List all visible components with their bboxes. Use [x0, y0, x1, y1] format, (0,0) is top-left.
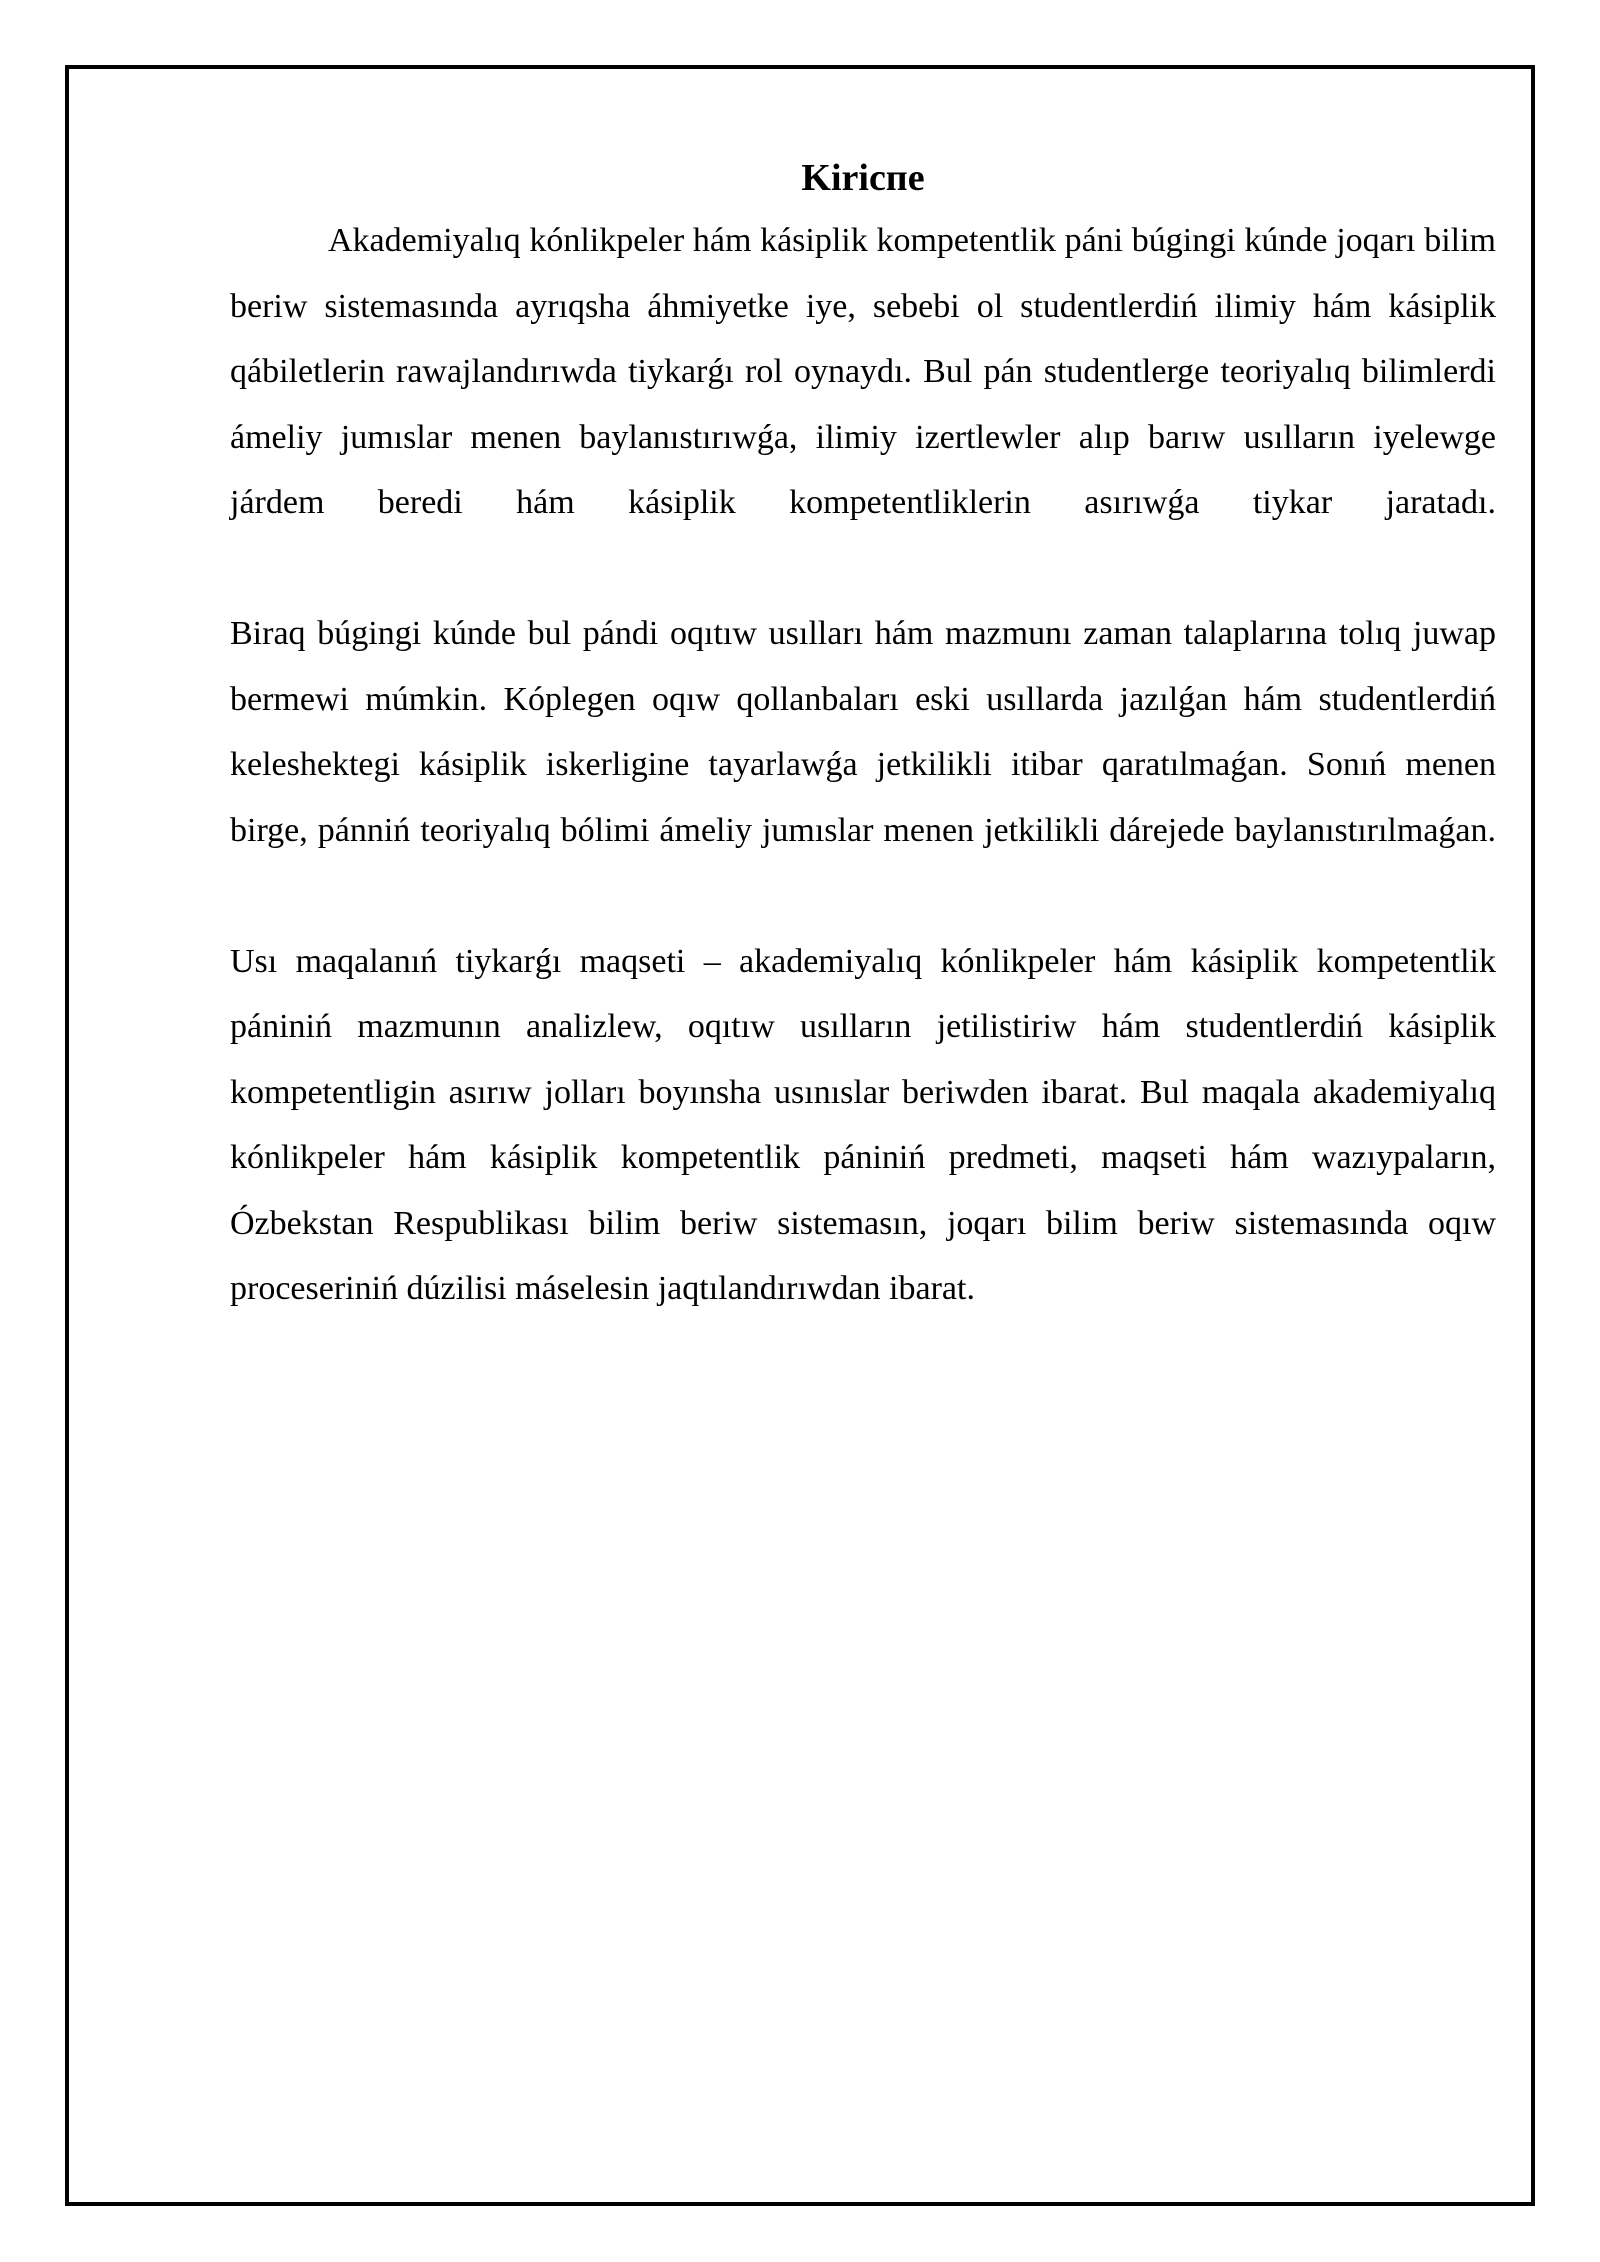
document-title: Kiriспe [801, 157, 925, 199]
paragraph-spacer [230, 863, 1496, 929]
paragraph-spacer [230, 536, 1496, 602]
paragraph-article-aim: Usı maqalanıń tiykarǵı maqseti – akademiyalıq kónlikpeler hám kásiplik kompetentlik pániniń mazmunın analizlew, oqıtıw usılların jetilistiriw hám studentlerdiń kásiplik kompetentligin asırıw jolları boyınsha usınıslar beriwden ibarat. Bul maqala akademiyalıq kónlikpeler hám kásiplik kompetentlik pániniń predmeti, maqseti hám wazıypaların, Ózbekstan Respublikası bilim beriw sistemasın, joqarı bilim beriw sistemasında oqıw proceseriniń dúzilisi máselesin jaqtılandırıwdan ibarat. [230, 942, 1496, 1307]
paragraph-introduction: Akademiyalıq kónlikpeler hám kásiplik kompetentlik páni búgingi kúnde joqarı bilim beriw sistemasında ayrıqsha áhmiyetke iye, sebebi ol studentlerdiń ilimiy hám kásiplik qábiletlerin rawajlandırıwda tiykarǵı rol oynaydı. Bul pán studentlerge teoriyalıq bilimlerdi ámeliy jumıslar menen baylanıstırıwǵa, ilimiy izertlewler alıp barıw usılların iyelewge járdem beredi hám kásiplik kompetentliklerin asırıwǵa tiykar jaratadı. [230, 222, 1496, 521]
paragraph-problem-statement: Biraq búgingi kúnde bul pándi oqıtıw usılları hám mazmunı zaman talaplarına tolıq juwap bermewi múmkin. Kóplegen oqıw qollanbaları eski usıllarda jazılǵan hám studentlerdiń keleshektegi kásiplik iskerligine tayarlawǵa jetkilikli itibar qaratılmaǵan. Sonıń menen birge, pánniń teoriyalıq bólimi ámeliy jumıslar menen jetkilikli dárejede baylanıstırılmaǵan. [230, 615, 1496, 849]
document-body [230, 150, 1496, 1322]
